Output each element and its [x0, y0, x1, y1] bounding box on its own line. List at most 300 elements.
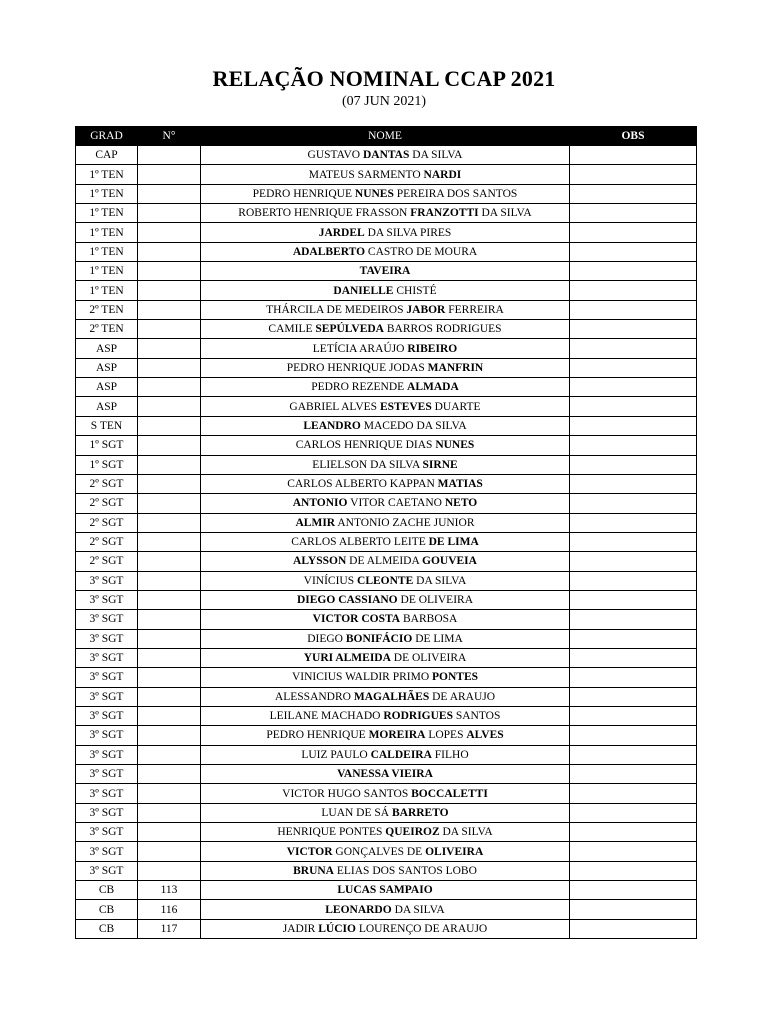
name-part: PEDRO HENRIQUE [252, 187, 355, 200]
table-row [76, 223, 697, 242]
cell-obs [570, 146, 697, 165]
cell-nome [201, 204, 570, 223]
cell-nome [201, 784, 570, 803]
cell-nome [201, 590, 570, 609]
cell-nome [201, 532, 570, 551]
cell-grad: 2º SGT [76, 474, 138, 493]
name-part-bold: BONIFÁCIO [345, 632, 413, 645]
cell-numero [138, 687, 201, 706]
cell-obs [570, 242, 697, 261]
name-part: BARBOSA [400, 613, 458, 626]
cell-grad: 1º TEN [76, 165, 138, 184]
cell-nome [201, 571, 570, 590]
cell-numero [138, 706, 201, 725]
cell-numero [138, 397, 201, 416]
cell-obs [570, 571, 697, 590]
personnel-table [75, 126, 697, 939]
cell-grad: 1º TEN [76, 184, 138, 203]
cell-numero [138, 726, 201, 745]
cell-obs [570, 648, 697, 667]
name-part: DA SILVA [478, 207, 532, 220]
name-part-bold: LUCAS SAMPAIO [337, 884, 433, 897]
cell-nome [201, 455, 570, 474]
cell-numero [138, 745, 201, 764]
cell-nome [201, 339, 570, 358]
column-header-obs: OBS [570, 127, 697, 146]
cell-grad: 3º SGT [76, 706, 138, 725]
cell-obs [570, 552, 697, 571]
cell-numero [138, 610, 201, 629]
name-part-bold: ALMIR [295, 516, 336, 529]
cell-obs [570, 455, 697, 474]
cell-obs [570, 668, 697, 687]
table-row [76, 532, 697, 551]
cell-grad: 2º TEN [76, 320, 138, 339]
cell-grad: 3º SGT [76, 861, 138, 880]
table-row [76, 436, 697, 455]
cell-numero [138, 204, 201, 223]
name-part: ANTONIO ZACHE JUNIOR [335, 516, 475, 529]
name-part: DA SILVA [409, 149, 463, 162]
table-row [76, 320, 697, 339]
cell-obs [570, 590, 697, 609]
cell-numero [138, 320, 201, 339]
name-part: DA SILVA [391, 903, 445, 916]
cell-obs [570, 262, 697, 281]
name-part: VINÍCIUS [303, 574, 358, 587]
cell-numero [138, 416, 201, 435]
cell-nome [201, 900, 570, 919]
table-row [76, 242, 697, 261]
cell-numero [138, 474, 201, 493]
name-part: JADIR [282, 922, 319, 935]
cell-obs [570, 358, 697, 377]
cell-nome [201, 320, 570, 339]
cell-numero: 117 [138, 919, 201, 938]
name-part-bold: PONTES [432, 671, 479, 684]
name-part-bold: ALYSSON [293, 555, 347, 568]
table-row [76, 803, 697, 822]
cell-nome [201, 823, 570, 842]
table-row [76, 262, 697, 281]
cell-numero [138, 532, 201, 551]
name-part-bold: GOUVEIA [422, 555, 477, 568]
cell-obs [570, 532, 697, 551]
cell-grad: 3º SGT [76, 629, 138, 648]
name-part: CARLOS ALBERTO LEITE [291, 536, 429, 549]
name-part-bold: OLIVEIRA [425, 845, 484, 858]
cell-nome [201, 842, 570, 861]
name-part: LUAN DE SÁ [321, 806, 392, 819]
cell-obs [570, 204, 697, 223]
name-part-bold: SEPÚLVEDA [315, 323, 384, 336]
cell-obs [570, 629, 697, 648]
cell-obs [570, 474, 697, 493]
cell-grad: 2º TEN [76, 300, 138, 319]
cell-obs [570, 842, 697, 861]
name-part-bold: SIRNE [422, 458, 458, 471]
name-part-bold: FRANZOTTI [410, 207, 479, 220]
name-part-bold: JABOR [406, 303, 446, 316]
cell-numero [138, 494, 201, 513]
cell-obs [570, 745, 697, 764]
name-part-bold: BOCCALETTI [411, 787, 488, 800]
name-part: VITOR CAETANO [347, 497, 445, 510]
cell-grad: 3º SGT [76, 784, 138, 803]
cell-numero [138, 668, 201, 687]
column-header-grad: GRAD [76, 127, 138, 146]
name-part-bold: ALVES [466, 729, 504, 742]
cell-grad: 3º SGT [76, 765, 138, 784]
cell-obs [570, 881, 697, 900]
table-row [76, 397, 697, 416]
table-row [76, 648, 697, 667]
name-part: CAMILE [268, 323, 316, 336]
cell-numero: 116 [138, 900, 201, 919]
name-part: LUIZ PAULO [301, 748, 371, 761]
cell-numero [138, 262, 201, 281]
name-part: DA SILVA PIRES [364, 226, 452, 239]
name-part: ROBERTO HENRIQUE FRASSON [238, 207, 411, 220]
cell-obs [570, 397, 697, 416]
cell-nome [201, 629, 570, 648]
cell-numero [138, 300, 201, 319]
name-part-bold: NETO [444, 497, 478, 510]
name-part: DE OLIVEIRA [390, 652, 467, 665]
cell-obs [570, 165, 697, 184]
name-part: HENRIQUE PONTES [277, 826, 386, 839]
name-part: ALESSANDRO [274, 690, 354, 703]
name-part-bold: BARRETO [391, 806, 449, 819]
table-row [76, 416, 697, 435]
cell-obs [570, 861, 697, 880]
name-part: ELIELSON DA SILVA [312, 458, 423, 471]
document-date: (07 JUN 2021) [342, 94, 426, 109]
cell-obs [570, 436, 697, 455]
cell-obs [570, 726, 697, 745]
table-row [76, 668, 697, 687]
name-part: GUSTAVO [307, 149, 363, 162]
name-part: PEDRO HENRIQUE JODAS [286, 361, 428, 374]
cell-numero [138, 455, 201, 474]
name-part-bold: BRUNA [293, 864, 334, 877]
name-part-bold: DIEGO CASSIANO [296, 594, 398, 607]
cell-grad: ASP [76, 397, 138, 416]
name-part: DE OLIVEIRA [397, 594, 474, 607]
cell-nome [201, 416, 570, 435]
cell-grad: 2º SGT [76, 513, 138, 532]
table-row [76, 513, 697, 532]
table-row [76, 300, 697, 319]
cell-numero [138, 146, 201, 165]
cell-nome [201, 706, 570, 725]
cell-grad: 1º TEN [76, 223, 138, 242]
name-part: LETÍCIA ARAÚJO [312, 342, 408, 355]
cell-numero [138, 184, 201, 203]
cell-numero [138, 648, 201, 667]
cell-numero [138, 629, 201, 648]
table-row [76, 900, 697, 919]
cell-numero [138, 242, 201, 261]
table-row [76, 706, 697, 725]
cell-nome [201, 300, 570, 319]
cell-numero [138, 358, 201, 377]
cell-grad: 2º SGT [76, 552, 138, 571]
cell-grad: 3º SGT [76, 590, 138, 609]
name-part: DE ALMEIDA [346, 555, 423, 568]
cell-obs [570, 184, 697, 203]
table-row [76, 823, 697, 842]
name-part: VINICIUS WALDIR PRIMO [291, 671, 432, 684]
cell-numero [138, 223, 201, 242]
name-part-bold: RODRIGUES [383, 710, 453, 723]
cell-obs [570, 784, 697, 803]
table-row [76, 765, 697, 784]
table-row [76, 629, 697, 648]
cell-obs [570, 513, 697, 532]
name-part: CARLOS ALBERTO KAPPAN [287, 478, 438, 491]
name-part-bold: LEONARDO [325, 903, 392, 916]
cell-nome [201, 919, 570, 938]
cell-nome [201, 146, 570, 165]
name-part: BARROS RODRIGUES [384, 323, 502, 336]
cell-obs [570, 378, 697, 397]
name-part-bold: CALDEIRA [370, 748, 432, 761]
cell-nome [201, 861, 570, 880]
table-row [76, 919, 697, 938]
cell-numero [138, 378, 201, 397]
name-part-bold: MOREIRA [368, 729, 426, 742]
document-title: RELAÇÃO NOMINAL CCAP 2021 [212, 66, 556, 91]
cell-obs [570, 339, 697, 358]
cell-numero [138, 513, 201, 532]
table-row [76, 146, 697, 165]
name-part: GONÇALVES DE [332, 845, 426, 858]
cell-nome [201, 726, 570, 745]
table-body [76, 146, 697, 939]
name-part: VICTOR HUGO SANTOS [282, 787, 412, 800]
name-part: GABRIEL ALVES [289, 400, 380, 413]
cell-nome [201, 474, 570, 493]
name-part-bold: DE LIMA [428, 536, 479, 549]
cell-grad: 1º TEN [76, 281, 138, 300]
name-part: LOPES [425, 729, 467, 742]
name-part-bold: MATIAS [437, 478, 483, 491]
cell-nome [201, 765, 570, 784]
cell-nome [201, 242, 570, 261]
cell-obs [570, 706, 697, 725]
cell-grad: 1º SGT [76, 436, 138, 455]
cell-grad: 3º SGT [76, 610, 138, 629]
name-part-bold: VICTOR [286, 845, 333, 858]
table-row [76, 726, 697, 745]
cell-obs [570, 281, 697, 300]
name-part: DE ARAUJO [429, 690, 496, 703]
table-row [76, 494, 697, 513]
cell-nome [201, 745, 570, 764]
cell-nome [201, 397, 570, 416]
cell-nome [201, 552, 570, 571]
cell-grad: CB [76, 919, 138, 938]
cell-obs [570, 687, 697, 706]
cell-numero [138, 339, 201, 358]
cell-obs [570, 610, 697, 629]
table-row [76, 610, 697, 629]
cell-nome [201, 262, 570, 281]
cell-grad: 3º SGT [76, 823, 138, 842]
cell-grad: 3º SGT [76, 745, 138, 764]
table-row [76, 358, 697, 377]
cell-numero [138, 823, 201, 842]
cell-obs [570, 823, 697, 842]
cell-grad: 3º SGT [76, 803, 138, 822]
cell-numero [138, 842, 201, 861]
table-row [76, 784, 697, 803]
cell-obs [570, 494, 697, 513]
cell-obs [570, 300, 697, 319]
name-part: DA SILVA [439, 826, 493, 839]
cell-nome [201, 687, 570, 706]
table-row [76, 204, 697, 223]
name-part-bold: VANESSA VIEIRA [337, 768, 433, 781]
name-part: LEILANE MACHADO [269, 710, 384, 723]
cell-grad: 2º SGT [76, 494, 138, 513]
table-row [76, 571, 697, 590]
name-part: ELIAS DOS SANTOS LOBO [333, 864, 477, 877]
name-part-bold: ALMADA [407, 381, 459, 394]
cell-nome [201, 610, 570, 629]
name-part-bold: NARDI [423, 168, 462, 181]
name-part: MATEUS SARMENTO [308, 168, 424, 181]
name-part: PEREIRA DOS SANTOS [393, 187, 518, 200]
cell-numero [138, 784, 201, 803]
cell-numero [138, 803, 201, 822]
name-part-bold: QUEIROZ [385, 826, 440, 839]
cell-grad: 3º SGT [76, 571, 138, 590]
cell-nome [201, 165, 570, 184]
cell-obs [570, 900, 697, 919]
cell-nome [201, 494, 570, 513]
cell-numero [138, 571, 201, 590]
name-part: FILHO [431, 748, 469, 761]
cell-nome [201, 378, 570, 397]
table-row [76, 339, 697, 358]
name-part-bold: LEANDRO [303, 419, 361, 432]
cell-nome [201, 436, 570, 455]
name-part: PEDRO HENRIQUE [266, 729, 369, 742]
name-part: DUARTE [431, 400, 481, 413]
table-row [76, 165, 697, 184]
table-row [76, 861, 697, 880]
table-row [76, 474, 697, 493]
name-part: SANTOS [452, 710, 501, 723]
cell-nome [201, 184, 570, 203]
cell-grad: S TEN [76, 416, 138, 435]
name-part: PEDRO REZENDE [311, 381, 408, 394]
name-part-bold: VICTOR COSTA [312, 613, 401, 626]
cell-grad: 2º SGT [76, 532, 138, 551]
cell-obs [570, 803, 697, 822]
cell-grad: CAP [76, 146, 138, 165]
name-part: DE LIMA [412, 632, 463, 645]
name-part-bold: MAGALHÃES [353, 690, 430, 703]
name-part-bold: LÚCIO [318, 922, 356, 935]
name-part-bold: YURI ALMEIDA [303, 652, 391, 665]
cell-numero: 113 [138, 881, 201, 900]
cell-nome [201, 513, 570, 532]
cell-grad: 3º SGT [76, 726, 138, 745]
cell-obs [570, 919, 697, 938]
cell-grad: 3º SGT [76, 648, 138, 667]
cell-numero [138, 165, 201, 184]
cell-grad: 3º SGT [76, 842, 138, 861]
cell-grad: ASP [76, 378, 138, 397]
cell-numero [138, 861, 201, 880]
table-row [76, 378, 697, 397]
name-part: THÁRCILA DE MEDEIROS [266, 303, 407, 316]
name-part-bold: MANFRIN [427, 361, 484, 374]
name-part-bold: CLEONTE [357, 574, 414, 587]
cell-grad: CB [76, 881, 138, 900]
name-part-bold: NUNES [354, 187, 394, 200]
name-part-bold: ADALBERTO [292, 245, 366, 258]
cell-numero [138, 765, 201, 784]
cell-grad: ASP [76, 339, 138, 358]
cell-nome [201, 881, 570, 900]
name-part-bold: JARDEL [318, 226, 365, 239]
name-part: MACEDO DA SILVA [360, 419, 467, 432]
table-row [76, 455, 697, 474]
table-row [76, 552, 697, 571]
name-part: FERREIRA [445, 303, 504, 316]
column-header-nome: NOME [201, 127, 570, 146]
name-part-bold: NUNES [435, 439, 475, 452]
table-row [76, 590, 697, 609]
cell-nome [201, 358, 570, 377]
name-part: CASTRO DE MOURA [365, 245, 478, 258]
cell-obs [570, 416, 697, 435]
cell-grad: ASP [76, 358, 138, 377]
cell-obs [570, 223, 697, 242]
name-part-bold: DANTAS [362, 149, 410, 162]
name-part-bold: ANTONIO [292, 497, 348, 510]
cell-numero [138, 281, 201, 300]
name-part: DIEGO [307, 632, 346, 645]
cell-numero [138, 552, 201, 571]
table-header-row [76, 127, 697, 146]
cell-grad: 1º SGT [76, 455, 138, 474]
table-row [76, 881, 697, 900]
cell-nome [201, 223, 570, 242]
table-row [76, 184, 697, 203]
cell-obs [570, 765, 697, 784]
cell-obs [570, 320, 697, 339]
name-part-bold: DANIELLE [333, 284, 394, 297]
cell-grad: 1º TEN [76, 204, 138, 223]
name-part-bold: ESTEVES [379, 400, 432, 413]
table-row [76, 842, 697, 861]
column-header-numero: N° [138, 127, 201, 146]
cell-grad: 1º TEN [76, 262, 138, 281]
name-part: CHISTÉ [393, 284, 437, 297]
name-part: DA SILVA [413, 574, 467, 587]
name-part: LOURENÇO DE ARAUJO [355, 922, 488, 935]
cell-grad: 1º TEN [76, 242, 138, 261]
name-part: CARLOS HENRIQUE DIAS [295, 439, 436, 452]
table-row [76, 745, 697, 764]
table-row [76, 687, 697, 706]
name-part-bold: RIBEIRO [407, 342, 458, 355]
